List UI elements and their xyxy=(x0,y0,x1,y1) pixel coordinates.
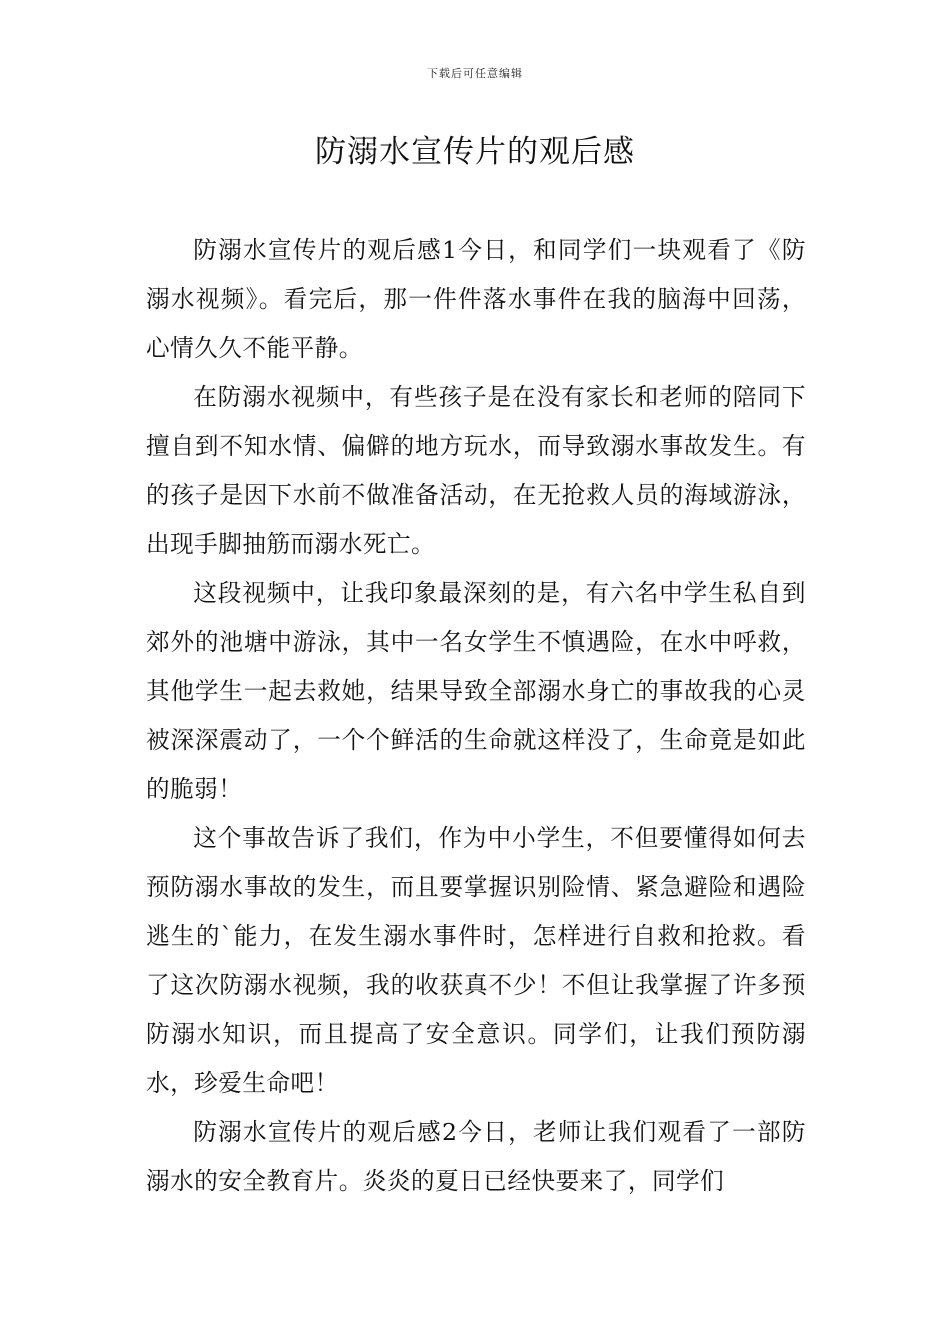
paragraph: 这段视频中，让我印象最深刻的是，有六名中学生私自到郊外的池塘中游泳，其中一名女学生不慎遇险，在水中呼救，其他学生一起去救她，结果导致全部溺水身亡的事故我的心灵被深深震动了，一个个鲜活的生命就这样没了，生命竟是如此的脆弱！ xyxy=(146,579,806,803)
paragraph: 防溺水宣传片的观后感1今日，和同学们一块观看了《防溺水视频》。看完后，那一件件落水事件在我的脑海中回荡，心情久久不能平静。 xyxy=(146,236,806,362)
header-note: 下载后可任意编辑 xyxy=(427,67,523,80)
paragraph: 防溺水宣传片的观后感2今日，老师让我们观看了一部防溺水的安全教育片。炎炎的夏日已经快要来了，同学们 xyxy=(146,1118,806,1195)
document-body xyxy=(146,226,806,1206)
paragraph: 在防溺水视频中，有些孩子是在没有家长和老师的陪同下擅自到不知水情、偏僻的地方玩水，而导致溺水事故发生。有的孩子是因下水前不做准备活动，在无抢救人员的海域游泳，出现手脚抽筋而溺水死亡。 xyxy=(146,383,806,558)
paragraph: 这个事故告诉了我们，作为中小学生，不但要懂得如何去预防溺水事故的发生，而且要掌握识别险情、紧急避险和遇险逃生的`能力，在发生溺水事件时，怎样进行自救和抢救。看了这次防溺水视频，我的收获真不少！不但让我掌握了许多预防溺水知识，而且提高了安全意识。同学们，让我们预防溺水，珍爱生命吧！ xyxy=(146,824,806,1097)
document-title: 防溺水宣传片的观后感 xyxy=(315,134,635,170)
